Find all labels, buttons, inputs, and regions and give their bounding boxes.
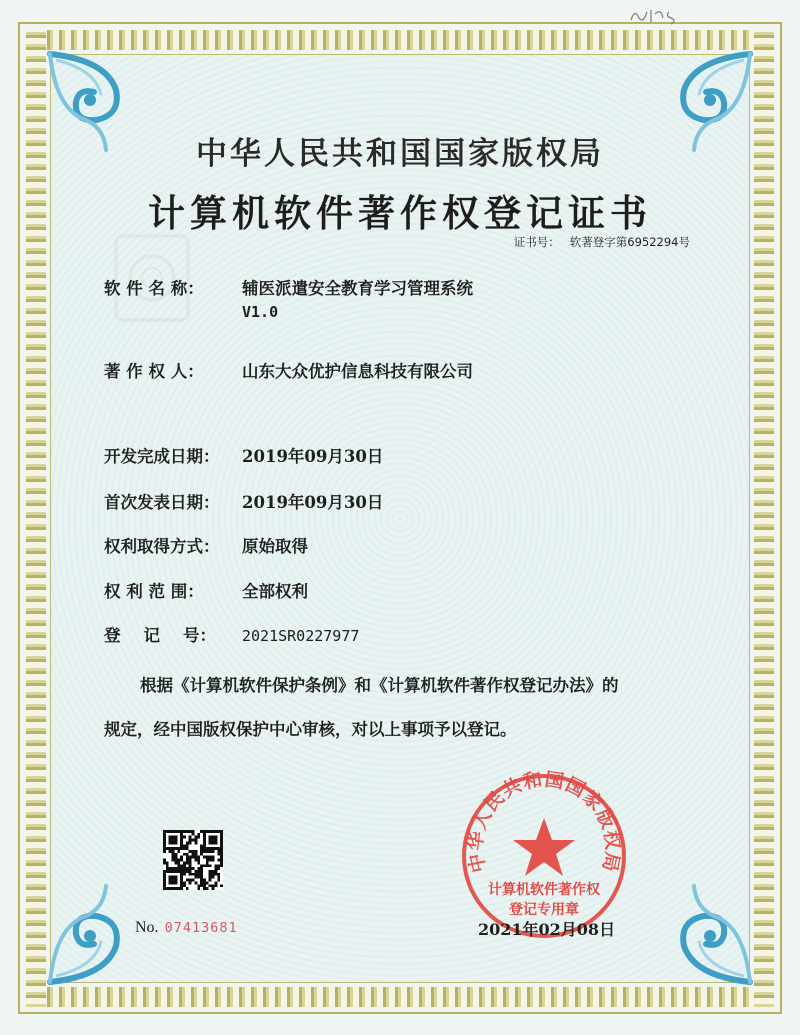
serial-number (135, 917, 238, 937)
dev-date-label: 开发完成日期： (104, 447, 220, 466)
seal-star-icon (513, 818, 575, 876)
barcode (161, 770, 267, 807)
reg-no-label: 登 记 号： (104, 626, 216, 645)
acquire-value: 原始取得 (242, 537, 308, 556)
field-dev-date (104, 443, 383, 467)
field-software-name (104, 275, 473, 321)
software-version: V1.0 (242, 303, 279, 321)
scope-value: 全部权利 (242, 582, 308, 601)
statement-line-1: 根据《计算机软件保护条例》和《计算机软件著作权登记办法》的 (140, 676, 619, 695)
certificate-title: 计算机软件著作权登记证书 (148, 191, 652, 235)
dev-date-value: 2019年09月30日 (242, 447, 384, 466)
greek-key-border-left (26, 30, 46, 1007)
software-name-label: 软 件 名 称： (104, 279, 204, 298)
issuer-title: 中华人民共和国国家版权局 (196, 136, 604, 172)
scope-label: 权 利 范 围： (104, 582, 204, 601)
seal-center-line-1: 计算机软件著作权 (488, 882, 600, 898)
statement-line-2: 规定，经中国版权保护中心审核，对以上事项予以登记。 (104, 720, 517, 739)
corner-ornament-bottom-right (634, 876, 754, 986)
handwritten-mark (627, 4, 687, 26)
serial-label: No. (135, 919, 159, 936)
field-owner (104, 358, 473, 382)
reg-no-value: 2021SR0227977 (242, 627, 360, 645)
certificate-number-label: 证书号： (513, 235, 560, 249)
owner-value: 山东大众优护信息科技有限公司 (242, 362, 473, 381)
field-pub-date (104, 489, 383, 513)
certificate-number-value: 软著登字第6952294号 (569, 235, 690, 249)
owner-label: 著 作 权 人： (104, 362, 204, 381)
serial-value: 07413681 (164, 920, 238, 936)
statement (104, 664, 704, 752)
issue-date: 2021年02月08日 (478, 920, 616, 939)
greek-key-border-bottom (26, 987, 774, 1007)
greek-key-border-right (754, 30, 774, 1007)
pub-date-label: 首次发表日期： (104, 493, 220, 512)
software-name-value: 辅医派遣安全教育学习管理系统 (242, 279, 473, 298)
field-reg-no (104, 622, 359, 646)
field-scope (104, 578, 308, 602)
pub-date-value: 2019年09月30日 (242, 493, 384, 512)
field-acquire (104, 533, 308, 557)
greek-key-border-top (26, 30, 774, 50)
qr-code (163, 830, 223, 890)
seal-center-line-2: 登记专用章 (509, 902, 579, 918)
certificate-number (514, 234, 690, 250)
seal-ring-text: 中华人民共和国国家版权局 (464, 770, 624, 875)
official-seal (458, 770, 630, 938)
acquire-label: 权利取得方式： (104, 537, 220, 556)
